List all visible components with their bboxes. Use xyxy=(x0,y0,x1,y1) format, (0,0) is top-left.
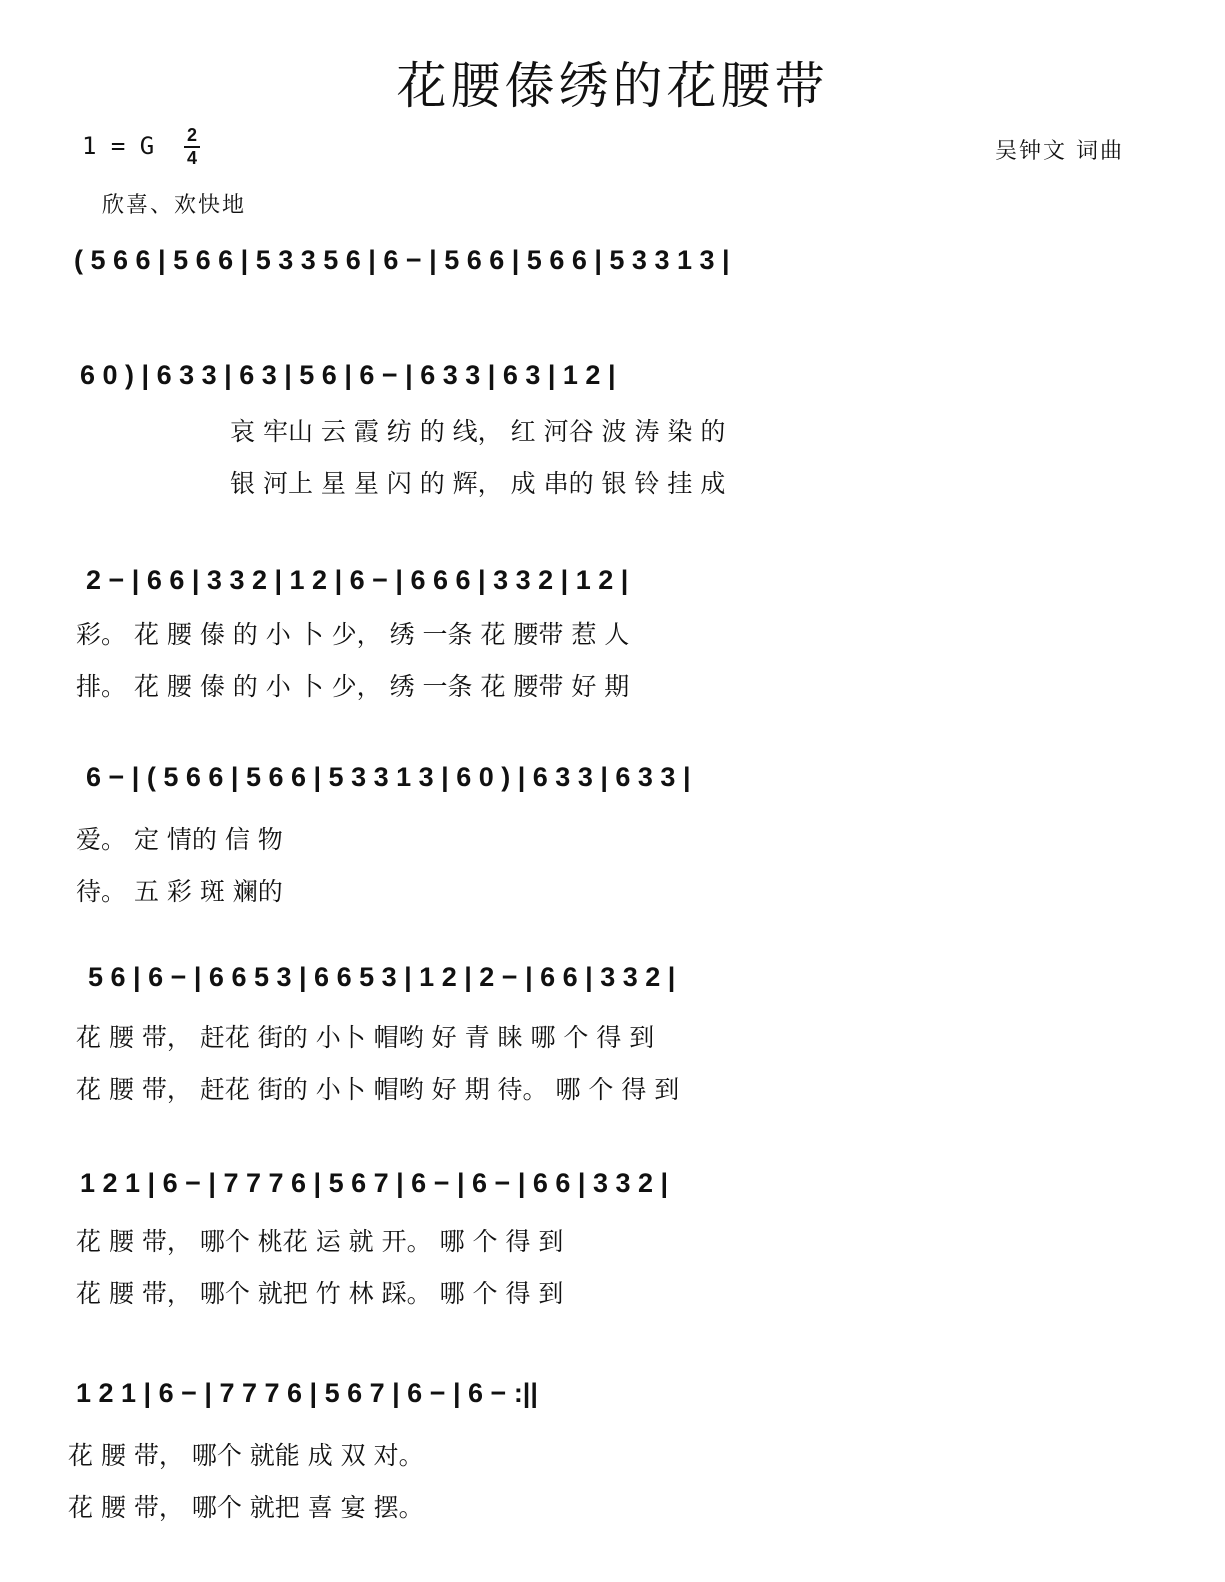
meter-bottom: 4 xyxy=(186,148,197,168)
time-signature xyxy=(184,126,200,168)
notation-line: 6 − | ( 5 6 6 | 5 6 6 | 5 3 3 1 3 | 6 0 ) | 6 3 3 | 6 3 3 | xyxy=(86,762,691,792)
notation-line: 1 2 1 | 6 − | 7 7 7 6 | 5 6 7 | 6 − | 6 − | 6 6 | 3 3 2 | xyxy=(80,1168,669,1198)
meter-top: 2 xyxy=(186,125,197,145)
lyrics-verse-2: 花 腰 带， 赶花 街的 小卜 帽哟 好 期 待。 哪 个 得 到 xyxy=(76,1075,680,1104)
author-credit: 吴钟文 词曲 xyxy=(995,139,1124,164)
tempo-marking: 欣喜、欢快地 xyxy=(102,193,247,218)
lyrics-verse-1: 彩。 花 腰 傣 的 小 卜 少， 绣 一条 花 腰带 惹 人 xyxy=(76,620,630,649)
lyrics-verse-1: 花 腰 带， 赶花 街的 小卜 帽哟 好 青 睐 哪 个 得 到 xyxy=(76,1023,655,1052)
lyrics-verse-2: 花 腰 带， 哪个 就把 竹 林 踩。 哪 个 得 到 xyxy=(76,1279,564,1308)
lyrics-verse-1: 哀 牢山 云 霞 纺 的 线， 红 河谷 波 涛 染 的 xyxy=(230,417,726,446)
notation-line: ( 5 6 6 | 5 6 6 | 5 3 3 5 6 | 6 − | 5 6 6 | 5 6 6 | 5 3 3 1 3 | xyxy=(74,245,730,275)
lyrics-verse-1: 爱。 定 情的 信 物 xyxy=(76,825,283,854)
lyrics-verse-2: 待。 五 彩 斑 斓的 xyxy=(76,877,283,906)
key-signature: 1 = G xyxy=(82,132,155,160)
notation-line: 1 2 1 | 6 − | 7 7 7 6 | 5 6 7 | 6 − | 6 − :|| xyxy=(76,1378,538,1408)
lyrics-verse-1: 花 腰 带， 哪个 就能 成 双 对。 xyxy=(68,1441,424,1470)
lyrics-verse-2: 花 腰 带， 哪个 就把 喜 宴 摆。 xyxy=(68,1493,424,1522)
lyrics-verse-2: 银 河上 星 星 闪 的 辉， 成 串的 银 铃 挂 成 xyxy=(230,469,726,498)
notation-line: 5 6 | 6 − | 6 6 5 3 | 6 6 5 3 | 1 2 | 2 − | 6 6 | 3 3 2 | xyxy=(88,962,676,992)
lyrics-verse-1: 花 腰 带， 哪个 桃花 运 就 开。 哪 个 得 到 xyxy=(76,1227,564,1256)
lyrics-verse-2: 排。 花 腰 傣 的 小 卜 少， 绣 一条 花 腰带 好 期 xyxy=(76,672,630,701)
notation-line: 2 − | 6 6 | 3 3 2 | 1 2 | 6 − | 6 6 6 | 3 3 2 | 1 2 | xyxy=(86,565,629,595)
song-title: 花腰傣绣的花腰带 xyxy=(396,57,829,115)
notation-line: 6 0 ) | 6 3 3 | 6 3 | 5 6 | 6 − | 6 3 3 | 6 3 | 1 2 | xyxy=(80,360,616,390)
